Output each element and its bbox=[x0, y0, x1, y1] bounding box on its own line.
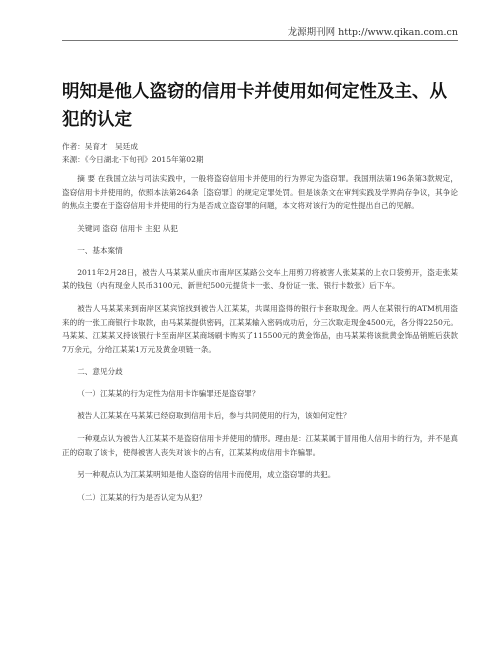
case-paragraph-1: 2011年2月28日，被告人马某某从重庆市南岸区某路公交车上用剪刀将被害人张某某的上衣口袋剪开，盗走张某某的钱包（内有现金人民币3100元、新世纪500元提货卡一张、身份证一张、银行卡数张）后下车。 bbox=[62, 267, 458, 291]
question-heading-2: （二）江某某的行为是否认定为从犯？ bbox=[77, 492, 207, 502]
section-heading-disagreements: 二、意见分歧 bbox=[77, 367, 123, 377]
article-source: 来源：《今日湖北·下旬刊》2015年第02期 bbox=[62, 155, 204, 164]
keywords-line: 关键词 盗窃 信用卡 主犯 从犯 bbox=[77, 223, 178, 233]
article-authors: 作者：吴育才 吴廷成 bbox=[62, 142, 138, 151]
article-body bbox=[62, 78, 458, 504]
abstract-paragraph: 摘 要 在我国立法与司法实践中，一般将盗窃信用卡并使用的行为界定为盗窃罪。我国刑法第196条第3款规定，盗窃信用卡并使用的，依照本法第264条［盗窃罪］的规定定罪处罚。但是该条文在审判实践及学界尚存争议，其争论的焦点主要在于盗窃信用卡并使用的行为是否成立盗窃罪的问题，本文将对该行为的定性提出自己的见解。 bbox=[62, 174, 458, 211]
question-1-paragraph-3: 另一种观点认为江某某明知是他人盗窃的信用卡而使用，成立盗窃罪的共犯。 bbox=[77, 470, 336, 480]
site-watermark: 龙源期刊网 http://www.qikan.com.cn bbox=[287, 27, 458, 38]
page-header bbox=[0, 0, 502, 38]
question-heading-1: （一）江某某的行为定性为信用卡诈骗罪还是盗窃罪？ bbox=[77, 389, 260, 399]
header-divider bbox=[62, 40, 458, 41]
case-paragraph-2: 被告人马某某来到南岸区某宾馆找到被告人江某某，共谋用盗得的银行卡套取现金。两人在某银行的ATM机用盗来的的一张工商银行卡取款，由马某某提供密码，江某某输入密码成功后，分三次取走现金4500元，各分得2250元。马某某、江某某又持该银行卡至南岸区某商场刷卡购买了115500元的黄金饰品，由马某某将该批黄金饰品销赃后获款7万余元，分给江某某1万元及黄金项链一条。 bbox=[62, 303, 458, 354]
question-1-paragraph-1: 被告人江某某在马某某已经窃取到信用卡后，参与共同使用的行为，该如何定性？ bbox=[77, 411, 351, 421]
section-heading-basic-facts: 一、基本案情 bbox=[77, 245, 123, 255]
question-1-paragraph-2: 一种观点认为被告人江某某不是盗窃信用卡并使用的情形。理由是：江某某属于冒用他人信用卡的行为，并不是真正的窃取了该卡，使得被害人丧失对该卡的占有，江某某构成信用卡诈骗罪。 bbox=[62, 433, 458, 457]
article-title: 明知是他人盗窃的信用卡并使用如何定性及主、从犯的认定 bbox=[62, 82, 447, 130]
